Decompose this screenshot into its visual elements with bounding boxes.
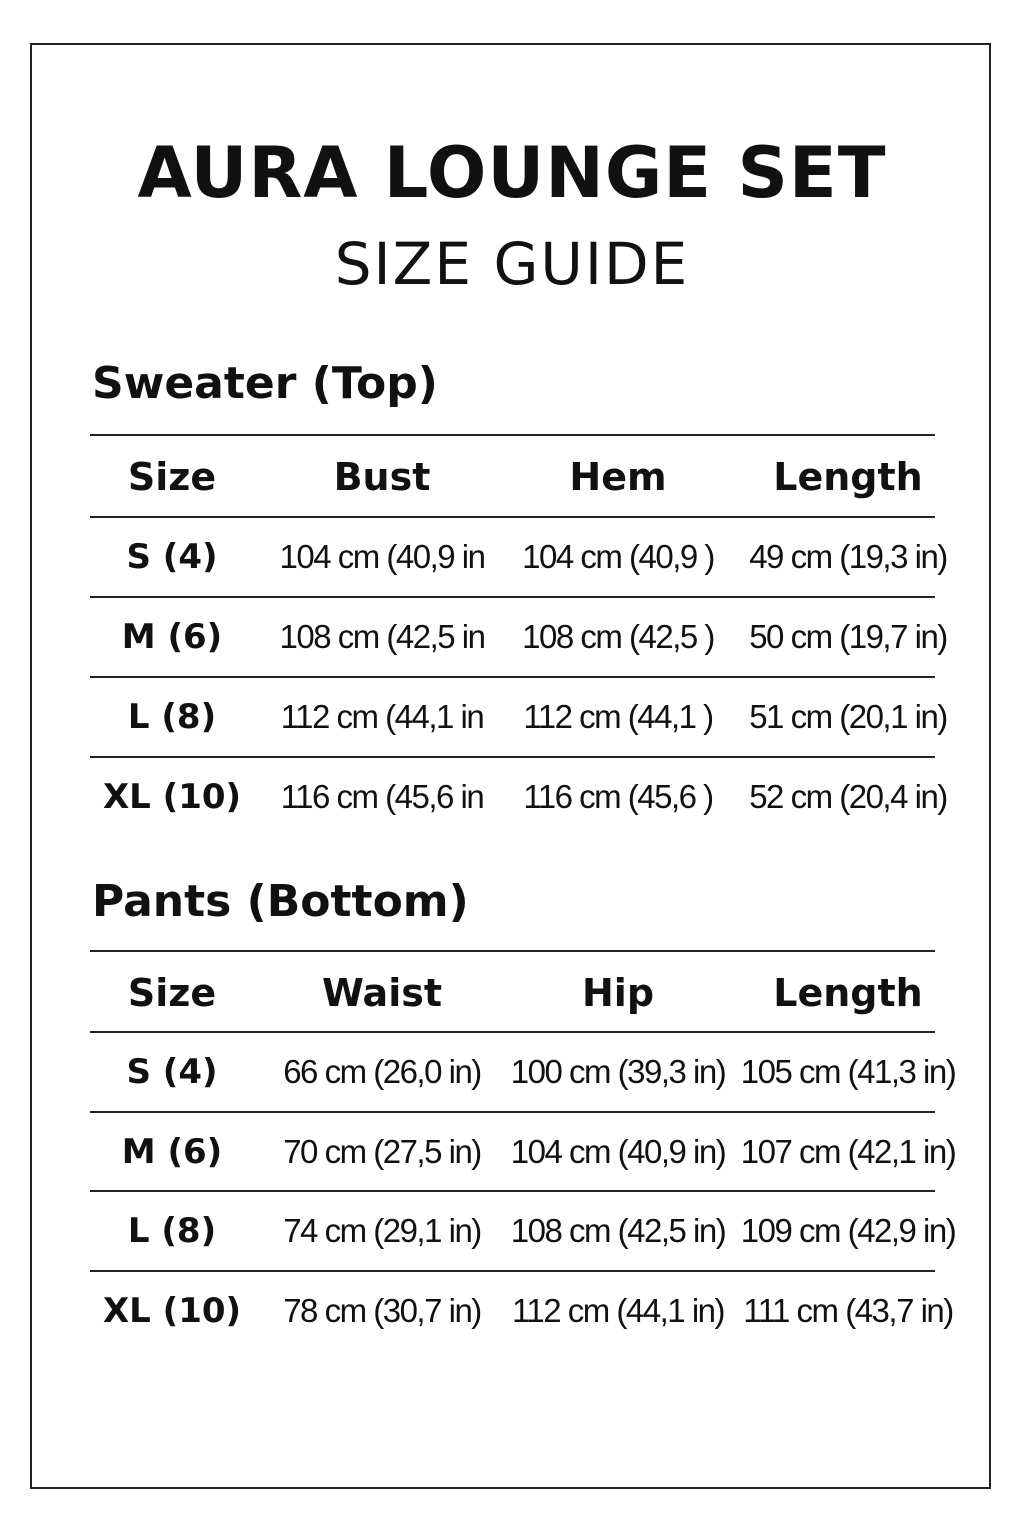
pants-cell-hip: 104 cm (40,9 in)	[510, 1133, 726, 1170]
pants-header-size: Size	[127, 971, 217, 1015]
sweater-cell-length: 50 cm (19,7 in)	[749, 618, 947, 655]
pants-cell-hip: 108 cm (42,5 in)	[510, 1212, 726, 1249]
sweater-header-bust: Bust	[333, 455, 431, 499]
pants-row-size: S (4)	[126, 1052, 218, 1092]
table-divider	[90, 950, 935, 952]
sweater-cell-hem: 112 cm (44,1 )	[523, 698, 713, 735]
sweater-cell-bust: 112 cm (44,1 in	[280, 698, 484, 735]
pants-row-size: XL (10)	[102, 1291, 242, 1331]
pants-cell-waist: 74 cm (29,1 in)	[283, 1212, 481, 1249]
sweater-cell-hem: 116 cm (45,6 )	[523, 778, 713, 815]
table-divider	[90, 434, 935, 436]
pants-cell-waist: 66 cm (26,0 in)	[283, 1053, 481, 1090]
pants-cell-hip: 100 cm (39,3 in)	[510, 1053, 726, 1090]
pants-header-length: Length	[773, 971, 923, 1015]
sweater-cell-length: 51 cm (20,1 in)	[749, 698, 947, 735]
pants-cell-waist: 78 cm (30,7 in)	[283, 1292, 481, 1329]
pants-cell-length: 107 cm (42,1 in)	[740, 1133, 956, 1170]
sweater-cell-hem: 104 cm (40,9 )	[522, 538, 714, 575]
sweater-cell-hem: 108 cm (42,5 )	[522, 618, 714, 655]
sweater-cell-bust: 104 cm (40,9 in	[279, 538, 485, 575]
sweater-row-size: M (6)	[121, 617, 223, 657]
sweater-header-length: Length	[773, 455, 923, 499]
sweater-section-title: Sweater (Top)	[92, 358, 438, 409]
pants-cell-waist: 70 cm (27,5 in)	[283, 1133, 481, 1170]
pants-section-title: Pants (Bottom)	[92, 876, 469, 927]
pants-header-waist: Waist	[321, 971, 442, 1015]
pants-header-hip: Hip	[581, 971, 655, 1015]
pants-row-size: L (8)	[127, 1211, 217, 1251]
sweater-row-size: S (4)	[126, 537, 218, 577]
sweater-cell-length: 49 cm (19,3 in)	[749, 538, 947, 575]
pants-cell-hip: 112 cm (44,1 in)	[512, 1292, 724, 1329]
sweater-cell-bust: 116 cm (45,6 in	[280, 778, 484, 815]
pants-row-size: M (6)	[121, 1132, 223, 1172]
pants-cell-length: 109 cm (42,9 in)	[740, 1212, 956, 1249]
pants-cell-length: 111 cm (43,7 in)	[743, 1292, 953, 1329]
sweater-cell-length: 52 cm (20,4 in)	[749, 778, 947, 815]
page-subtitle: SIZE GUIDE	[334, 230, 690, 298]
sweater-row-size: L (8)	[127, 697, 217, 737]
sweater-cell-bust: 108 cm (42,5 in	[279, 618, 485, 655]
product-title: AURA LOUNGE SET	[137, 132, 887, 214]
sweater-header-size: Size	[127, 455, 217, 499]
pants-cell-length: 105 cm (41,3 in)	[740, 1053, 956, 1090]
sweater-header-hem: Hem	[569, 455, 667, 499]
sweater-row-size: XL (10)	[102, 777, 242, 817]
